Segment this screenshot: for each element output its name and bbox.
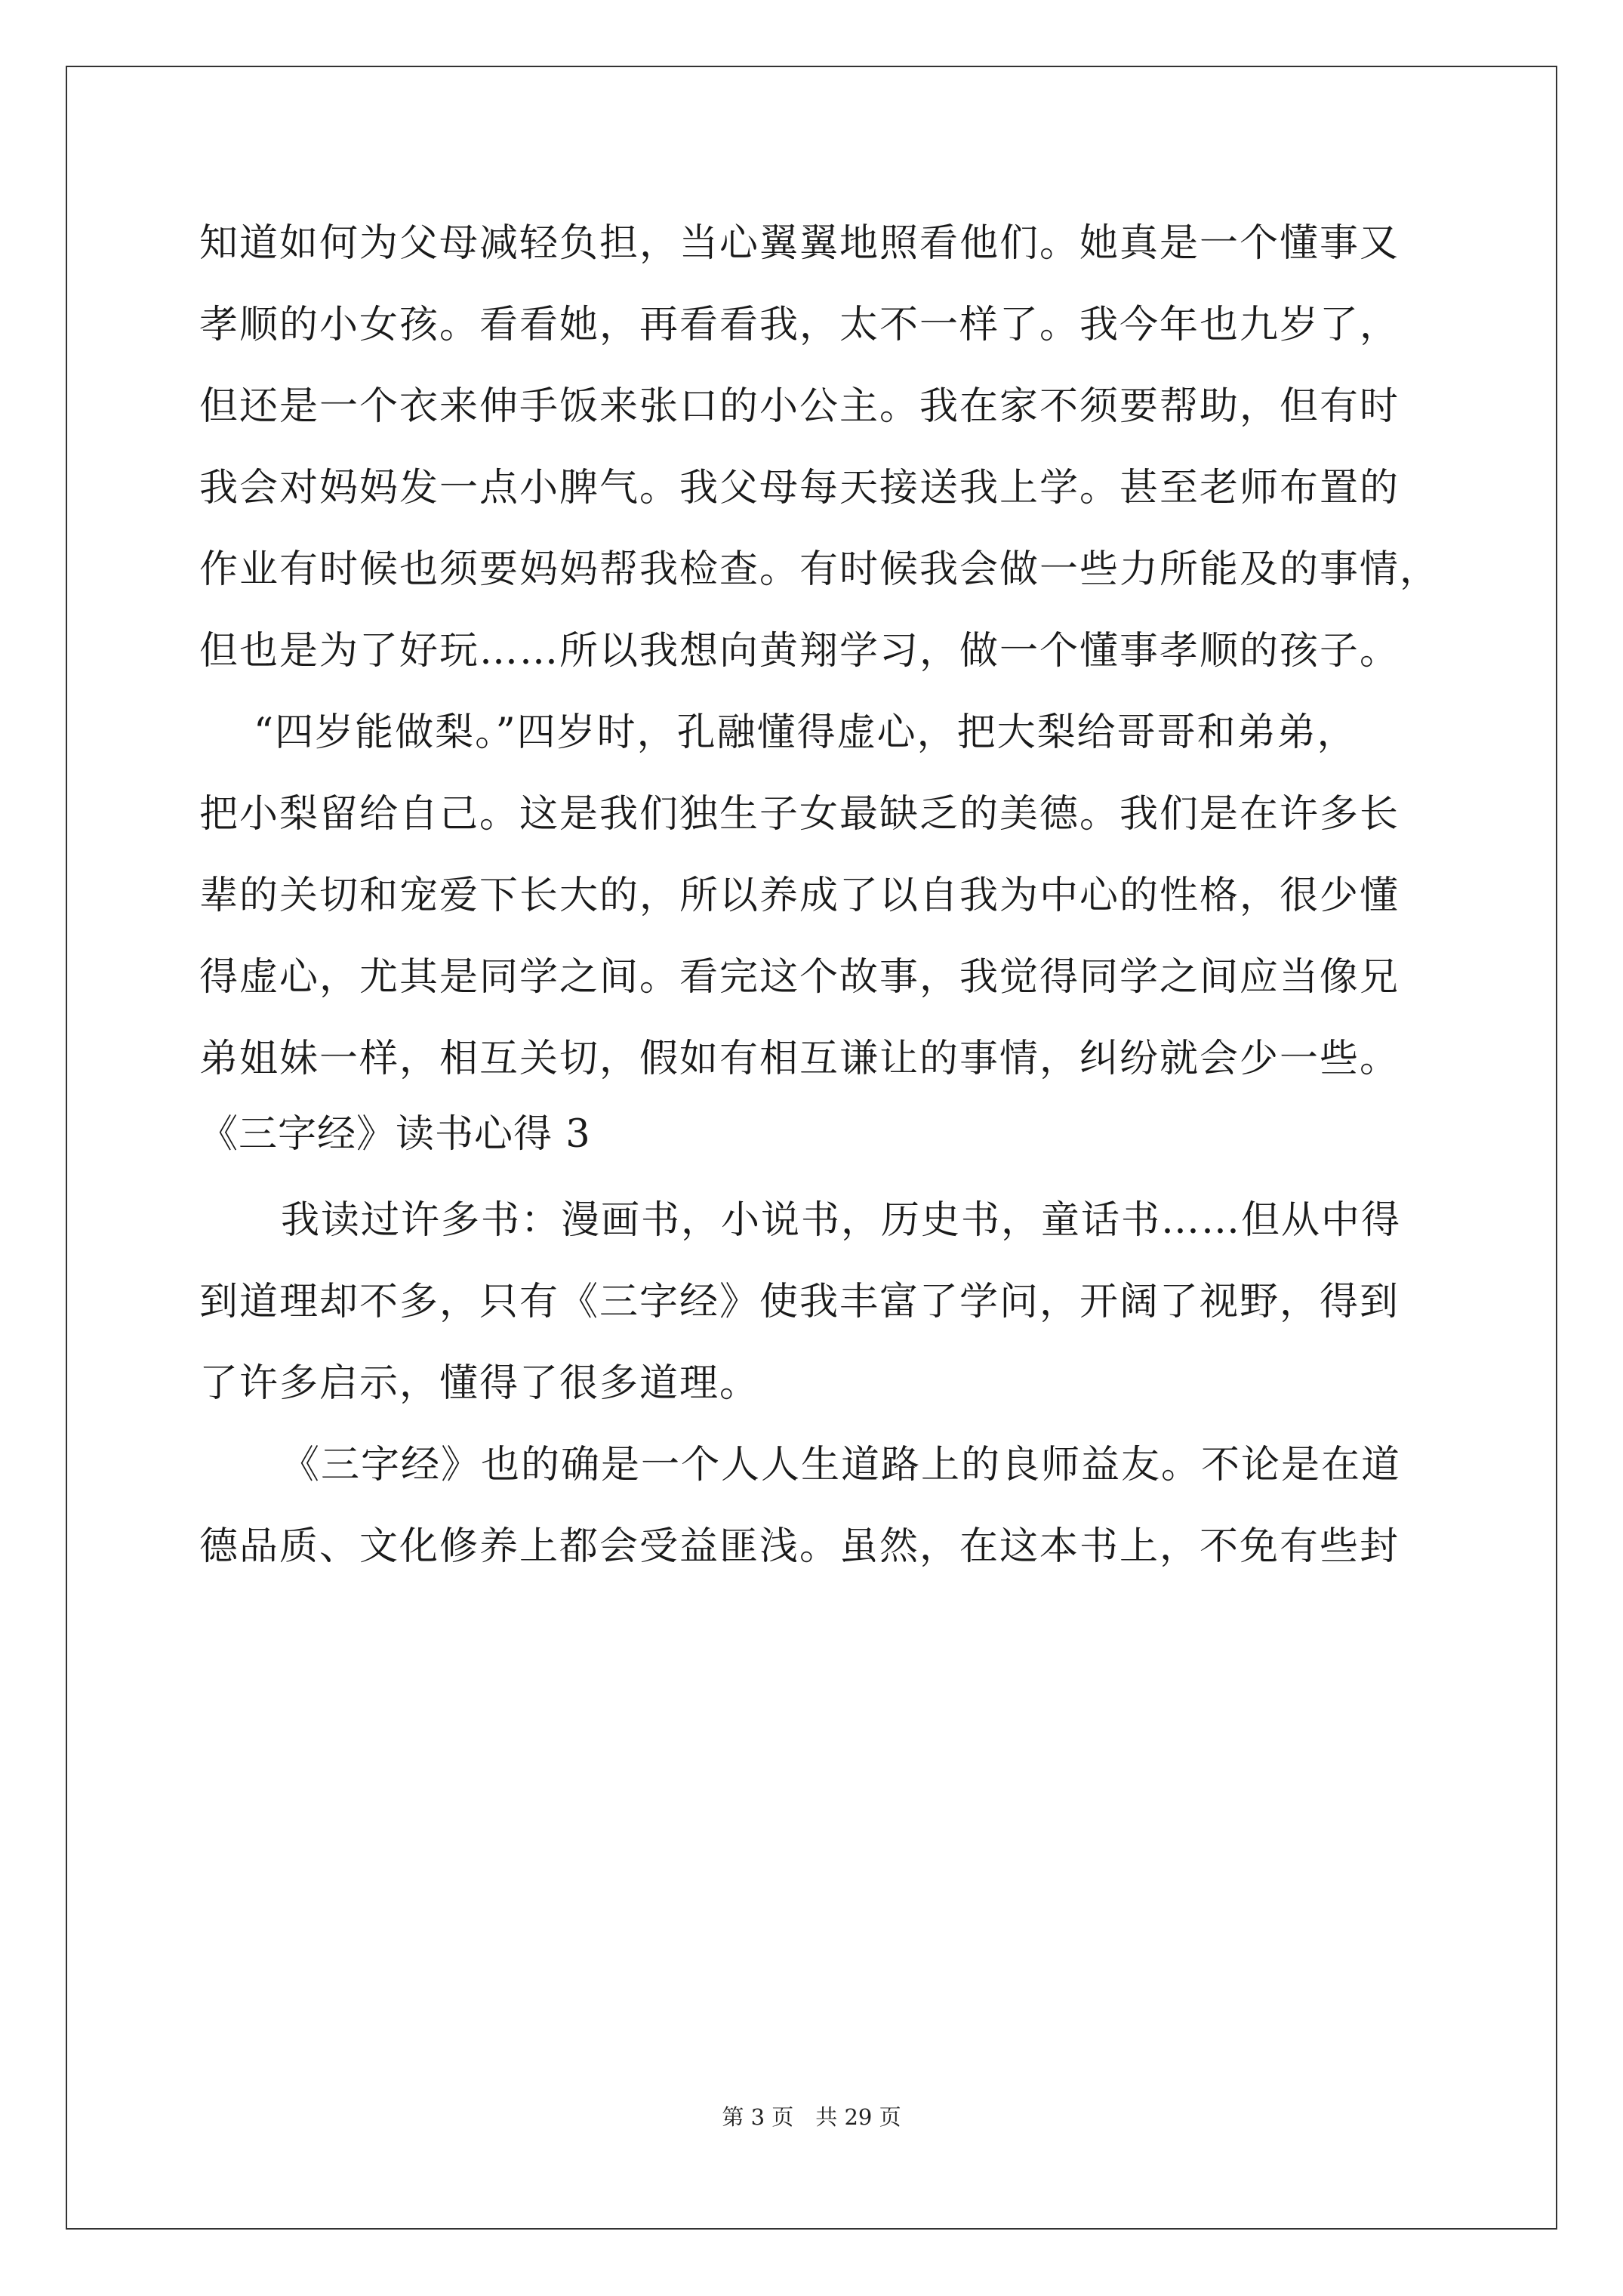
text-line: 弟姐妹一样，相互关切，假如有相互谦让的事情，纠纷就会少一些。	[199, 1037, 1400, 1081]
text-line: 得虚心，尤其是同学之间。看完这个故事，我觉得同学之间应当像兄	[199, 955, 1400, 1000]
section-heading: 《三字经》读书心得 3	[199, 1112, 591, 1157]
text-line: 了许多启示，懂得了很多道理。	[199, 1361, 760, 1406]
text-line: 孝顺的小女孩。看看她，再看看我，太不一样了。我今年也九岁了，	[199, 303, 1400, 347]
paragraph-start-line: 我读过许多书：漫画书，小说书，历史书，童话书……但从中得	[281, 1198, 1402, 1243]
text-line: 把小梨留给自己。这是我们独生子女最缺乏的美德。我们是在许多长	[199, 792, 1400, 837]
text-line: 辈的关切和宠爱下长大的，所以养成了以自我为中心的性格，很少懂	[199, 874, 1400, 918]
text-line: 到道理却不多，只有《三字经》使我丰富了学问，开阔了视野，得到	[199, 1280, 1400, 1324]
text-line: 德品质、文化修养上都会受益匪浅。虽然，在这本书上，不免有些封	[199, 1524, 1400, 1569]
text-line: 我会对妈妈发一点小脾气。我父母每天接送我上学。甚至老师布置的	[199, 466, 1400, 510]
text-line: 但还是一个衣来伸手饭来张口的小公主。我在家不须要帮助，但有时	[199, 384, 1400, 429]
text-line: 知道如何为父母减轻负担，当心翼翼地照看他们。她真是一个懂事又	[199, 221, 1400, 266]
paragraph-start-line: “四岁能做梨。”四岁时，孔融懂得虚心，把大梨给哥哥和弟弟，	[254, 710, 1357, 755]
page-number-footer: 第 3 页 共 29 页	[722, 2104, 901, 2130]
text-line: 作业有时候也须要妈妈帮我检查。有时候我会做一些力所能及的事情，	[199, 547, 1440, 592]
paragraph-start-line: 《三字经》也的确是一个人人生道路上的良师益友。不论是在道	[281, 1443, 1402, 1487]
text-line: 但也是为了好玩……所以我想向黄翔学习，做一个懂事孝顺的孩子。	[199, 629, 1400, 673]
